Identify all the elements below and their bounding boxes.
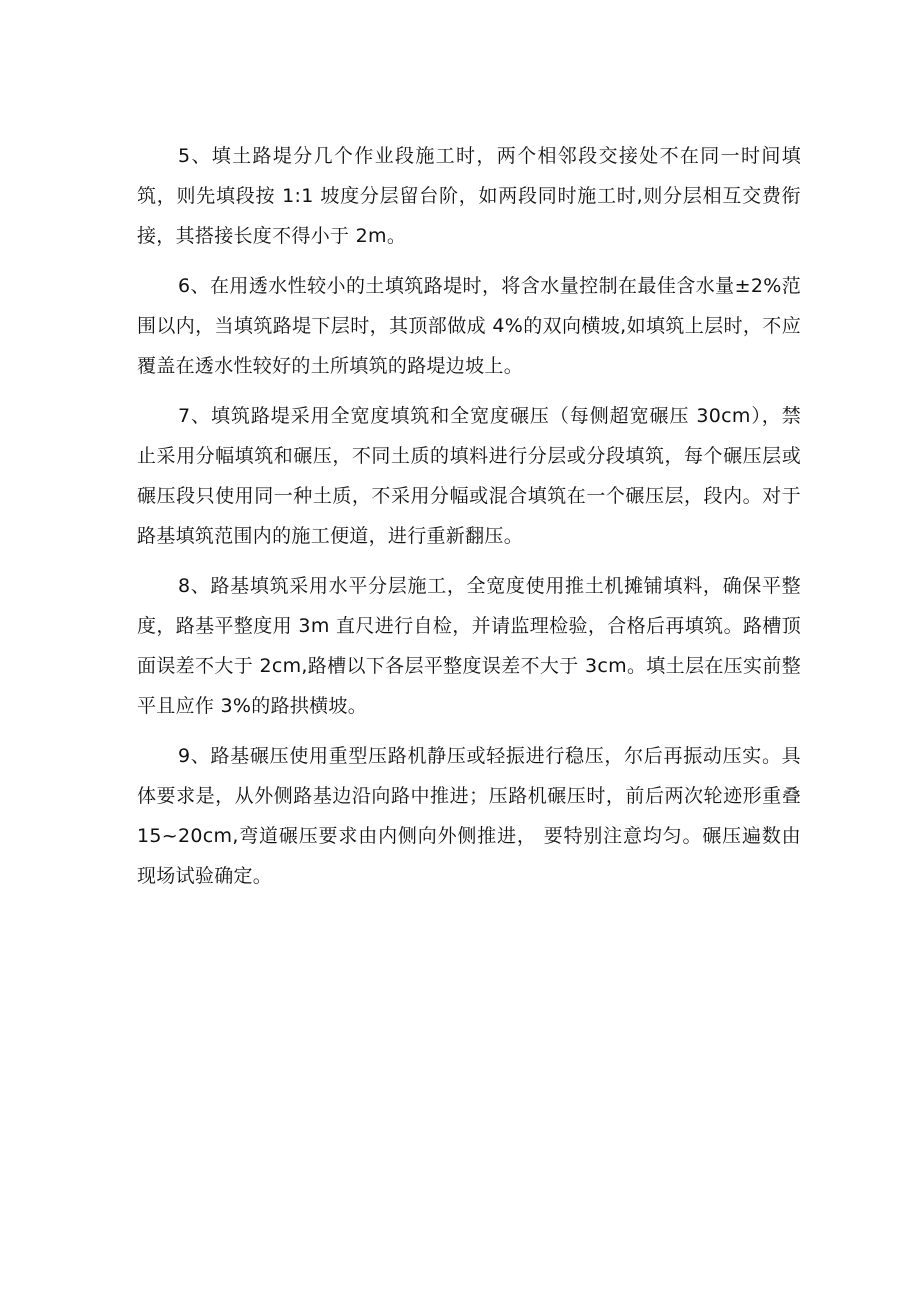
paragraph-8: 8、路基填筑采用水平分层施工，全宽度使用推土机摊铺填料，确保平整度，路基平整度用 3m 直尺进行自检，并请监理检验，合格后再填筑。路槽顶面误差不大于 2cm,路槽以下各层平整度误差不大于 3cm。填土层在压实前整平且应作 3%的路拱横坡。 — [137, 575, 801, 717]
paragraph-9: 9、路基碾压使用重型压路机静压或轻振进行稳压，尔后再振动压实。具体要求是，从外侧路基边沿向路中推进；压路机碾压时，前后两次轮迹形重叠 15~20cm,弯道碾压要求由内侧向外侧推进， 要特别注意均匀。碾压遍数由现场试验确定。 — [137, 745, 801, 887]
paragraph-6: 6、在用透水性较小的土填筑路堤时，将含水量控制在最佳含水量±2%范围以内，当填筑路堤下层时，其顶部做成 4%的双向横坡,如填筑上层时，不应覆盖在透水性较好的土所填筑的路堤边坡上。 — [137, 275, 801, 377]
paragraph-5: 5、填土路堤分几个作业段施工时，两个相邻段交接处不在同一时间填筑，则先填段按 1:1 坡度分层留台阶，如两段同时施工时,则分层相互交费衔接，其搭接长度不得小于 2m。 — [137, 145, 801, 247]
document-body — [137, 136, 801, 906]
paragraph-7: 7、填筑路堤采用全宽度填筑和全宽度碾压（每侧超宽碾压 30cm），禁止采用分幅填筑和碾压，不同土质的填料进行分层或分段填筑，每个碾压层或碾压段只使用同一种土质，不采用分幅或混合填筑在一个碾压层，段内。对于路基填筑范围内的施工便道，进行重新翻压。 — [137, 405, 801, 547]
